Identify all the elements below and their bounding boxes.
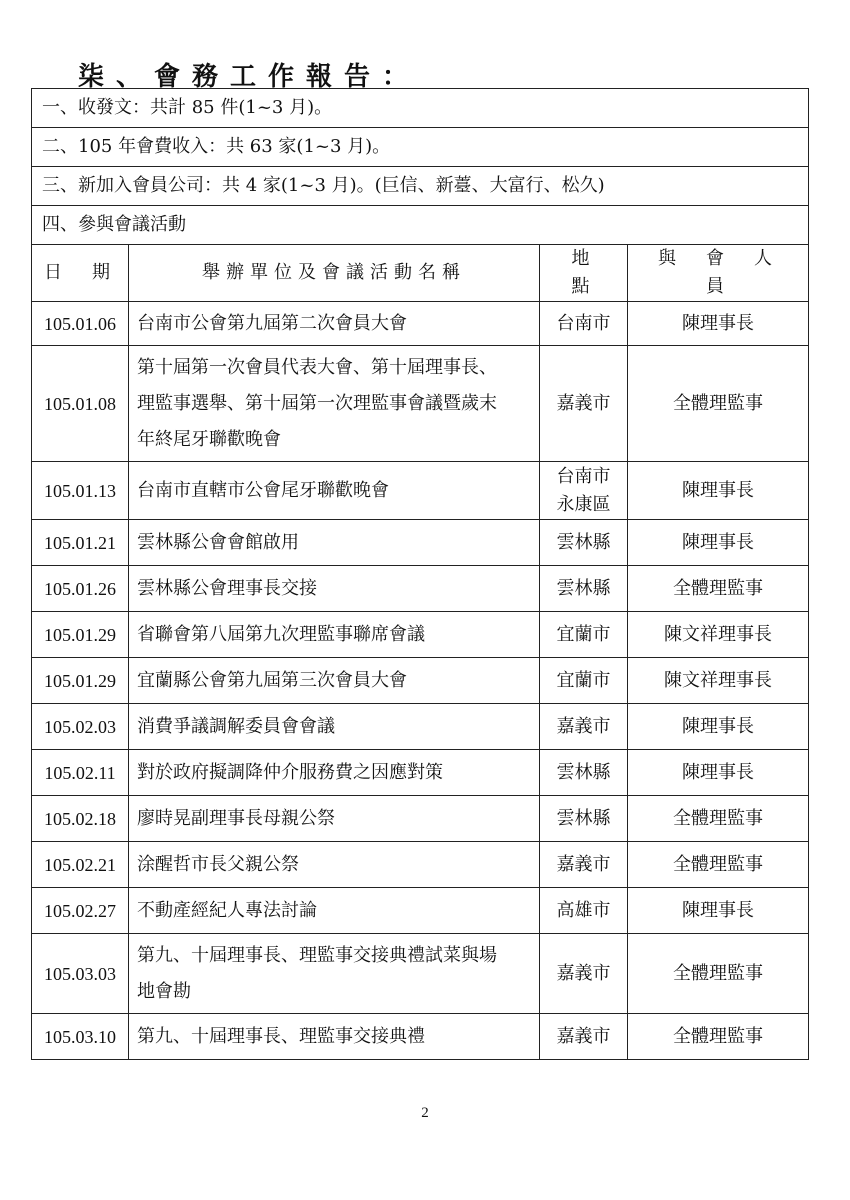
table-header-row: [32, 245, 809, 302]
cell-attendees: 陳文祥理事長: [628, 612, 809, 658]
table-row: [32, 520, 809, 566]
table-row: [32, 934, 809, 1014]
summary-row-new-members: [32, 167, 809, 206]
cell-event: [129, 346, 540, 462]
cell-event: [129, 750, 540, 796]
cell-date: 105.01.06: [32, 302, 129, 346]
cell-date: 105.01.29: [32, 658, 129, 704]
cell-event: [129, 842, 540, 888]
event-line: 宜蘭縣公會第九屆第三次會員大會: [137, 669, 407, 691]
cell-attendees: 陳文祥理事長: [628, 658, 809, 704]
location-line: 嘉義市: [556, 392, 611, 414]
header-attendees: 與 會 人 員: [628, 245, 809, 302]
cell-location: [540, 750, 628, 796]
table-row: [32, 462, 809, 520]
location-line: 嘉義市: [556, 853, 611, 875]
event-line: 廖時晃副理事長母親公祭: [137, 807, 335, 829]
page-title: 柒、會務工作報告：: [78, 62, 421, 92]
location-line: 永康區: [556, 493, 611, 515]
summary-new-members: 三、新加入會員公司：共 4 家(1~3 月)。(巨信、新薹、大富行、松久): [32, 167, 809, 206]
cell-location: [540, 462, 628, 520]
cell-attendees: 全體理監事: [628, 566, 809, 612]
cell-event: [129, 566, 540, 612]
summary-row-meetings: [32, 206, 809, 245]
header-date: 日 期: [32, 245, 129, 302]
event-line: 雲林縣公會理事長交接: [137, 577, 317, 599]
header-location: 地 點: [540, 245, 628, 302]
location-line: 嘉義市: [556, 962, 611, 984]
cell-location: [540, 934, 628, 1014]
table-row: [32, 612, 809, 658]
location-line: 宜蘭市: [556, 623, 611, 645]
cell-date: 105.01.08: [32, 346, 129, 462]
cell-attendees: 全體理監事: [628, 1014, 809, 1060]
location-line: 雲林縣: [556, 761, 611, 783]
cell-event: [129, 612, 540, 658]
table-row: [32, 566, 809, 612]
cell-attendees: 全體理監事: [628, 934, 809, 1014]
location-line: 嘉義市: [556, 1025, 611, 1047]
cell-attendees: 陳理事長: [628, 704, 809, 750]
event-line: 年終尾牙聯歡晚會: [137, 428, 281, 450]
event-line: 對於政府擬調降仲介服務費之因應對策: [137, 761, 443, 783]
cell-location: [540, 658, 628, 704]
table-row: [32, 346, 809, 462]
location-line: 雲林縣: [556, 531, 611, 553]
cell-location: [540, 796, 628, 842]
cell-attendees: 全體理監事: [628, 346, 809, 462]
cell-attendees: 全體理監事: [628, 796, 809, 842]
cell-location: [540, 842, 628, 888]
event-line: 消費爭議調解委員會會議: [137, 715, 335, 737]
event-line: 不動產經紀人專法討論: [137, 899, 317, 921]
cell-date: 105.01.21: [32, 520, 129, 566]
event-line: 涂醒哲市長父親公祭: [137, 853, 299, 875]
work-report-table: [31, 88, 809, 1060]
table-row: [32, 888, 809, 934]
location-line: 高雄市: [556, 899, 611, 921]
cell-date: 105.02.03: [32, 704, 129, 750]
cell-location: [540, 612, 628, 658]
cell-location: [540, 302, 628, 346]
summary-meetings-heading: 四、參與會議活動: [32, 206, 809, 245]
cell-attendees: 陳理事長: [628, 750, 809, 796]
cell-event: [129, 934, 540, 1014]
cell-location: [540, 704, 628, 750]
cell-event: [129, 658, 540, 704]
event-line: 省聯會第八屆第九次理監事聯席會議: [137, 623, 425, 645]
summary-documents: 一、收發文：共計 85 件(1~3 月)。: [32, 89, 809, 128]
event-line: 第十屆第一次會員代表大會、第十屆理事長、: [137, 356, 497, 378]
cell-location: [540, 520, 628, 566]
cell-event: [129, 302, 540, 346]
cell-attendees: 陳理事長: [628, 888, 809, 934]
cell-date: 105.02.21: [32, 842, 129, 888]
cell-attendees: 陳理事長: [628, 462, 809, 520]
cell-attendees: 陳理事長: [628, 302, 809, 346]
cell-event: [129, 520, 540, 566]
location-line: 雲林縣: [556, 807, 611, 829]
cell-attendees: 全體理監事: [628, 842, 809, 888]
header-event: 舉辦單位及會議活動名稱: [129, 245, 540, 302]
event-line: 第九、十屆理事長、理監事交接典禮: [137, 1025, 425, 1047]
table-row: [32, 842, 809, 888]
event-line: 地會勘: [137, 980, 191, 1002]
cell-date: 105.01.26: [32, 566, 129, 612]
event-line: 台南市直轄市公會尾牙聯歡晚會: [137, 479, 389, 501]
cell-date: 105.02.11: [32, 750, 129, 796]
cell-date: 105.03.03: [32, 934, 129, 1014]
cell-location: [540, 888, 628, 934]
cell-date: 105.01.13: [32, 462, 129, 520]
cell-date: 105.02.18: [32, 796, 129, 842]
table-row: [32, 750, 809, 796]
cell-location: [540, 1014, 628, 1060]
page-number: 2: [421, 1105, 429, 1121]
table-row: [32, 658, 809, 704]
cell-location: [540, 566, 628, 612]
cell-attendees: 陳理事長: [628, 520, 809, 566]
table-row: [32, 302, 809, 346]
location-line: 宜蘭市: [556, 669, 611, 691]
summary-row-documents: [32, 89, 809, 128]
location-line: 嘉義市: [556, 715, 611, 737]
location-line: 台南市: [556, 312, 611, 334]
cell-event: [129, 1014, 540, 1060]
table-row: [32, 796, 809, 842]
cell-event: [129, 704, 540, 750]
cell-date: 105.01.29: [32, 612, 129, 658]
table-row: [32, 1014, 809, 1060]
cell-event: [129, 796, 540, 842]
cell-event: [129, 888, 540, 934]
event-line: 第九、十屆理事長、理監事交接典禮試菜與場: [137, 944, 497, 966]
table-row: [32, 704, 809, 750]
event-line: 雲林縣公會會館啟用: [137, 531, 299, 553]
summary-membership-fees: 二、105 年會費收入：共 63 家(1~3 月)。: [32, 128, 809, 167]
event-line: 理監事選舉、第十屆第一次理監事會議暨歲末: [137, 392, 497, 414]
location-line: 雲林縣: [556, 577, 611, 599]
cell-location: [540, 346, 628, 462]
summary-row-membership-fees: [32, 128, 809, 167]
cell-event: [129, 462, 540, 520]
cell-date: 105.02.27: [32, 888, 129, 934]
event-line: 台南市公會第九屆第二次會員大會: [137, 312, 407, 334]
cell-date: 105.03.10: [32, 1014, 129, 1060]
location-line: 台南市: [556, 465, 611, 487]
